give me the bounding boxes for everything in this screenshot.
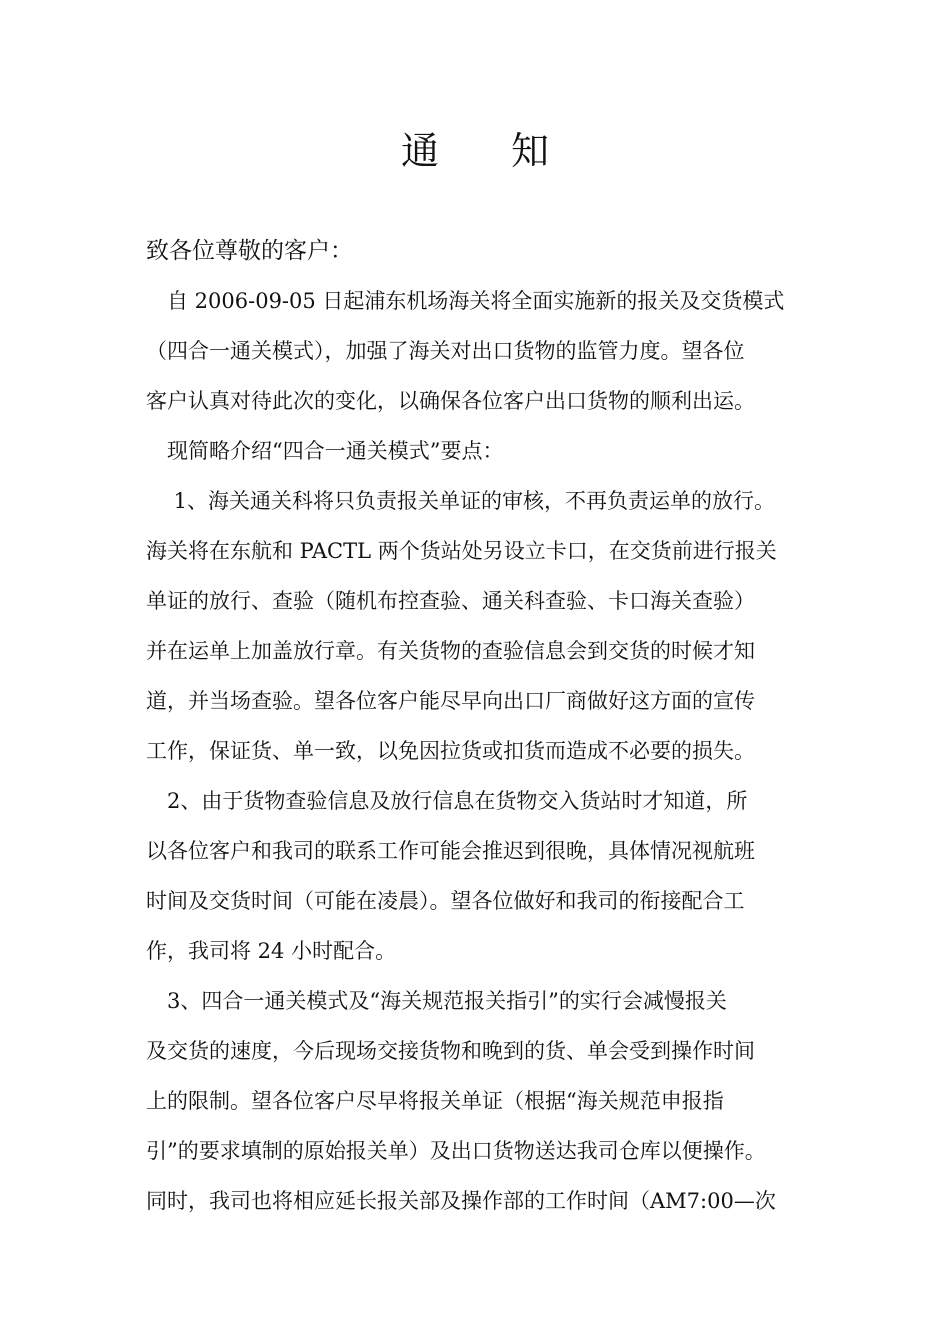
body-line: 客户认真对待此次的变化，以确保各位客户出口货物的顺利出运。 [146,389,755,413]
body-line: 1、海关通关科将只负责报关单证的审核，不再负责运单的放行。 [146,489,776,513]
body-line: 引”的要求填制的原始报关单）及出口货物送达我司仓库以便操作。 [146,1139,766,1163]
body-line: 海关将在东航和 PACTL 两个货站处另设立卡口，在交货前进行报关 [146,539,777,563]
title-char-2: 知 [511,129,550,173]
body-line: 时间及交货时间（可能在凌晨）。望各位做好和我司的衔接配合工 [146,889,745,913]
body-line: 上的限制。望各位客户尽早将报关单证（根据“海关规范申报指 [146,1089,724,1113]
body-line: 3、四合一通关模式及“海关规范报关指引”的实行会减慢报关 [146,989,727,1013]
title-char-1: 通 [400,129,439,173]
body-line: 同时，我司也将相应延长报关部及操作部的工作时间（AM7:00—次 [146,1189,776,1213]
body-line: （四合一通关模式），加强了海关对出口货物的监管力度。望各位 [146,339,745,363]
page-title [0,126,950,176]
body-line: 以各位客户和我司的联系工作可能会推迟到很晚，具体情况视航班 [146,839,755,863]
body-line: 现简略介绍“四合一通关模式”要点： [146,439,504,463]
body-line: 自 2006-09-05 日起浦东机场海关将全面实施新的报关及交货模式 [146,289,785,313]
body-line: 单证的放行、查验（随机布控查验、通关科查验、卡口海关查验） [146,589,755,613]
body-line: 及交货的速度，今后现场交接货物和晚到的货、单会受到操作时间 [146,1039,755,1063]
salutation: 致各位尊敬的客户： [146,238,353,264]
body-line: 2、由于货物查验信息及放行信息在货物交入货站时才知道，所 [146,789,748,813]
body-line: 并在运单上加盖放行章。有关货物的查验信息会到交货的时候才知 [146,639,755,663]
body-line: 作，我司将 24 小时配合。 [146,939,397,963]
body-line: 工作，保证货、单一致，以免因拉货或扣货而造成不必要的损失。 [146,739,755,763]
body-line: 道，并当场查验。望各位客户能尽早向出口厂商做好这方面的宣传 [146,689,755,713]
